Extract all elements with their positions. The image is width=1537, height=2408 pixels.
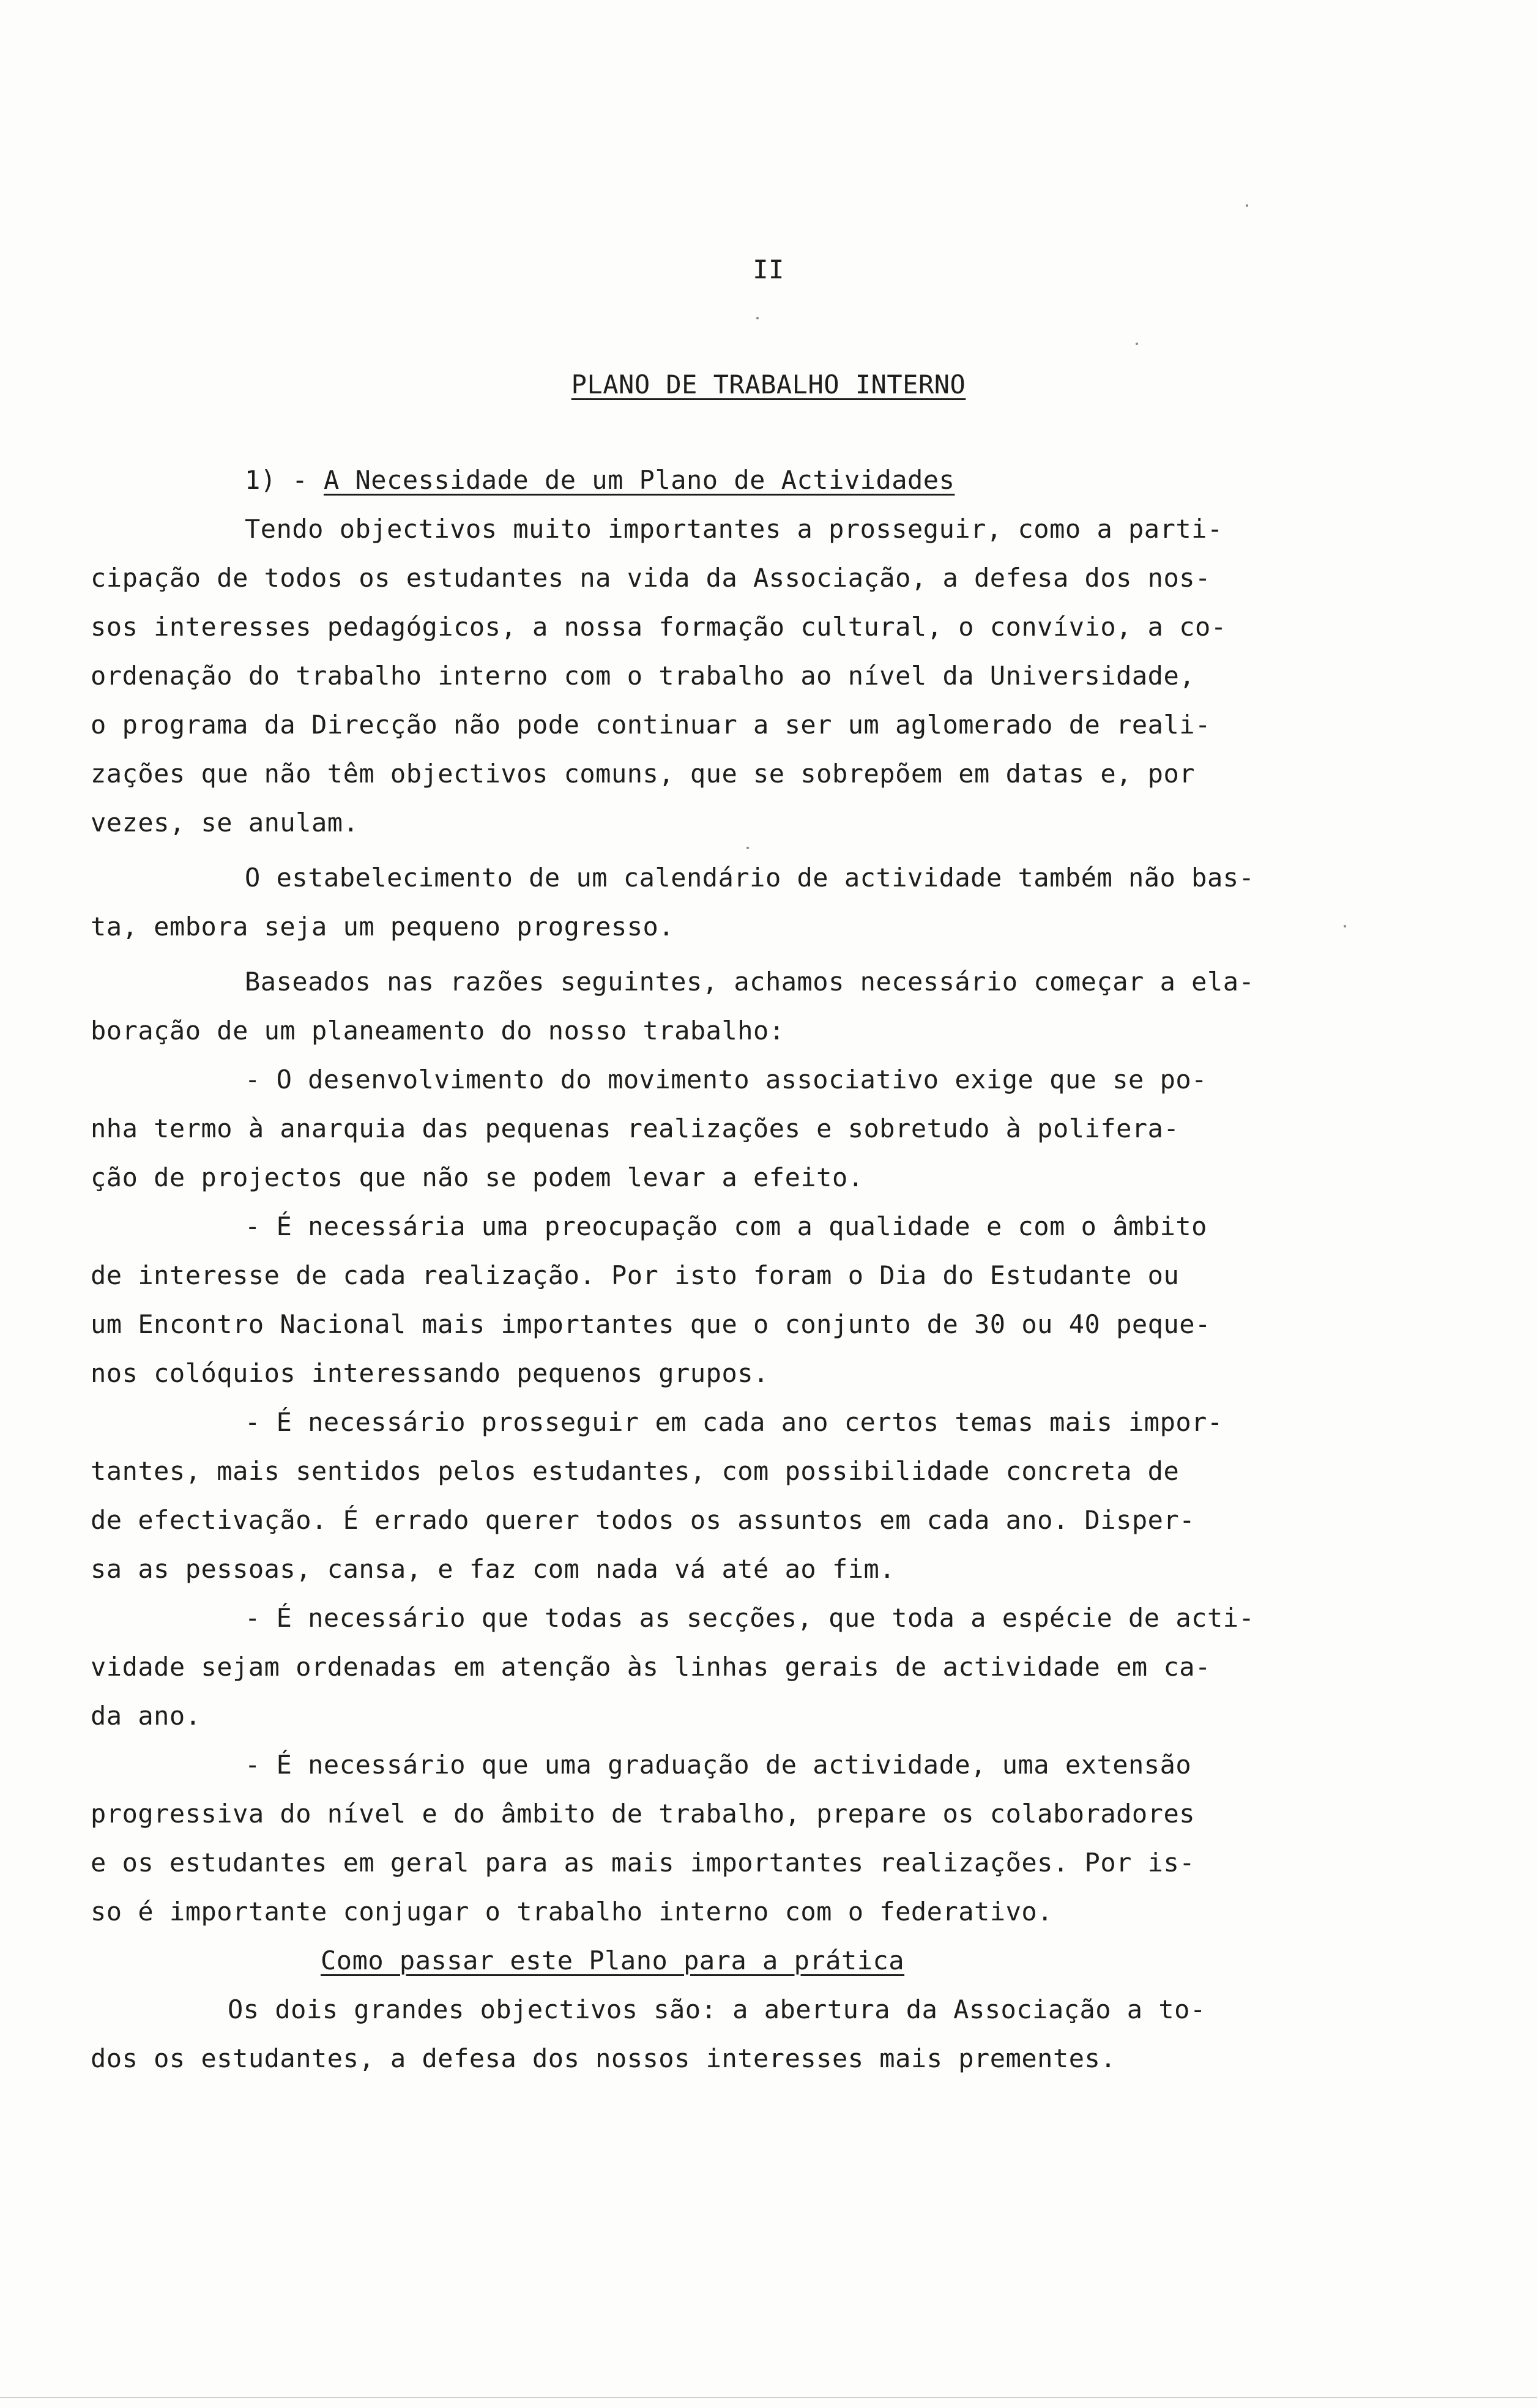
section-number: 1) - [245, 465, 324, 495]
list-item-line: progressiva do nível e do âmbito de trabalho, prepare os colaboradores [91, 1799, 1196, 1829]
body-line: boração de um planeamento do nosso trabalho: [91, 1016, 785, 1046]
list-item-line: nos colóquios interessando pequenos grupos. [91, 1358, 769, 1388]
list-item-line: sa as pessoas, cansa, e faz com nada vá até ao fim. [91, 1554, 896, 1584]
list-item-line: - É necessário que todas as secções, que toda a espécie de acti- [245, 1603, 1255, 1633]
list-item-line: - O desenvolvimento do movimento associativo exige que se po- [245, 1065, 1207, 1094]
scan-edge [0, 2397, 1537, 2398]
body-line: ordenação do trabalho interno com o trabalho ao nível da Universidade, [91, 661, 1196, 691]
list-item-line: da ano. [91, 1701, 201, 1731]
body-line: vezes, se anulam. [91, 808, 359, 838]
page-number: II [753, 255, 784, 284]
list-item-line: - É necessária uma preocupação com a qualidade e com o âmbito [245, 1211, 1207, 1241]
subheading: Como passar este Plano para a prática [321, 1945, 905, 1975]
list-item-line: de efectivação. É errado querer todos os assuntos em cada ano. Disper- [91, 1505, 1196, 1535]
list-item-line: ção de projectos que não se podem levar a efeito. [91, 1162, 864, 1192]
scan-speck [746, 847, 749, 849]
body-line: Tendo objectivos muito importantes a prosseguir, como a parti- [245, 514, 1223, 544]
body-line: ta, embora seja um pequeno progresso. [91, 912, 675, 942]
list-item-line: de interesse de cada realização. Por isto foram o Dia do Estudante ou [91, 1260, 1180, 1290]
scan-speck [1344, 925, 1346, 927]
section-heading [245, 467, 955, 493]
section-title: A Necessidade de um Plano de Actividades [323, 465, 955, 495]
list-item-line: so é importante conjugar o trabalho interno com o federativo. [91, 1897, 1053, 1927]
list-item-line: e os estudantes em geral para as mais importantes realizações. Por is- [91, 1848, 1196, 1878]
list-item-line: - É necessário que uma graduação de actividade, uma extensão [245, 1750, 1192, 1780]
body-line: zações que não têm objectivos comuns, que se sobrepõem em datas e, por [91, 759, 1196, 789]
body-line: Baseados nas razões seguintes, achamos necessário começar a ela- [245, 967, 1255, 997]
document-heading: PLANO DE TRABALHO INTERNO [571, 370, 966, 399]
scan-speck [1136, 343, 1138, 345]
body-line: o programa da Direcção não pode continuar a ser um aglomerado de reali- [91, 710, 1211, 740]
body-line: cipação de todos os estudantes na vida da Associação, a defesa dos nos- [91, 563, 1211, 593]
scan-speck [756, 317, 759, 319]
list-item-line: - É necessário prosseguir em cada ano certos temas mais impor- [245, 1407, 1223, 1437]
list-item-line: nha termo à anarquia das pequenas realizações e sobretudo à polifera- [91, 1113, 1180, 1143]
list-item-line: um Encontro Nacional mais importantes que o conjunto de 30 ou 40 peque- [91, 1309, 1211, 1339]
body-line: Os dois grandes objectivos são: a abertura da Associação a to- [228, 1994, 1206, 2024]
list-item-line: vidade sejam ordenadas em atenção às linhas gerais de actividade em ca- [91, 1652, 1211, 1682]
body-line: O estabelecimento de um calendário de actividade também não bas- [245, 863, 1255, 893]
body-line: sos interesses pedagógicos, a nossa formação cultural, o convívio, a co- [91, 612, 1227, 642]
body-line: dos os estudantes, a defesa dos nossos interesses mais prementes. [91, 2043, 1117, 2073]
scan-speck [1246, 204, 1248, 207]
list-item-line: tantes, mais sentidos pelos estudantes, com possibilidade concreta de [91, 1456, 1180, 1486]
